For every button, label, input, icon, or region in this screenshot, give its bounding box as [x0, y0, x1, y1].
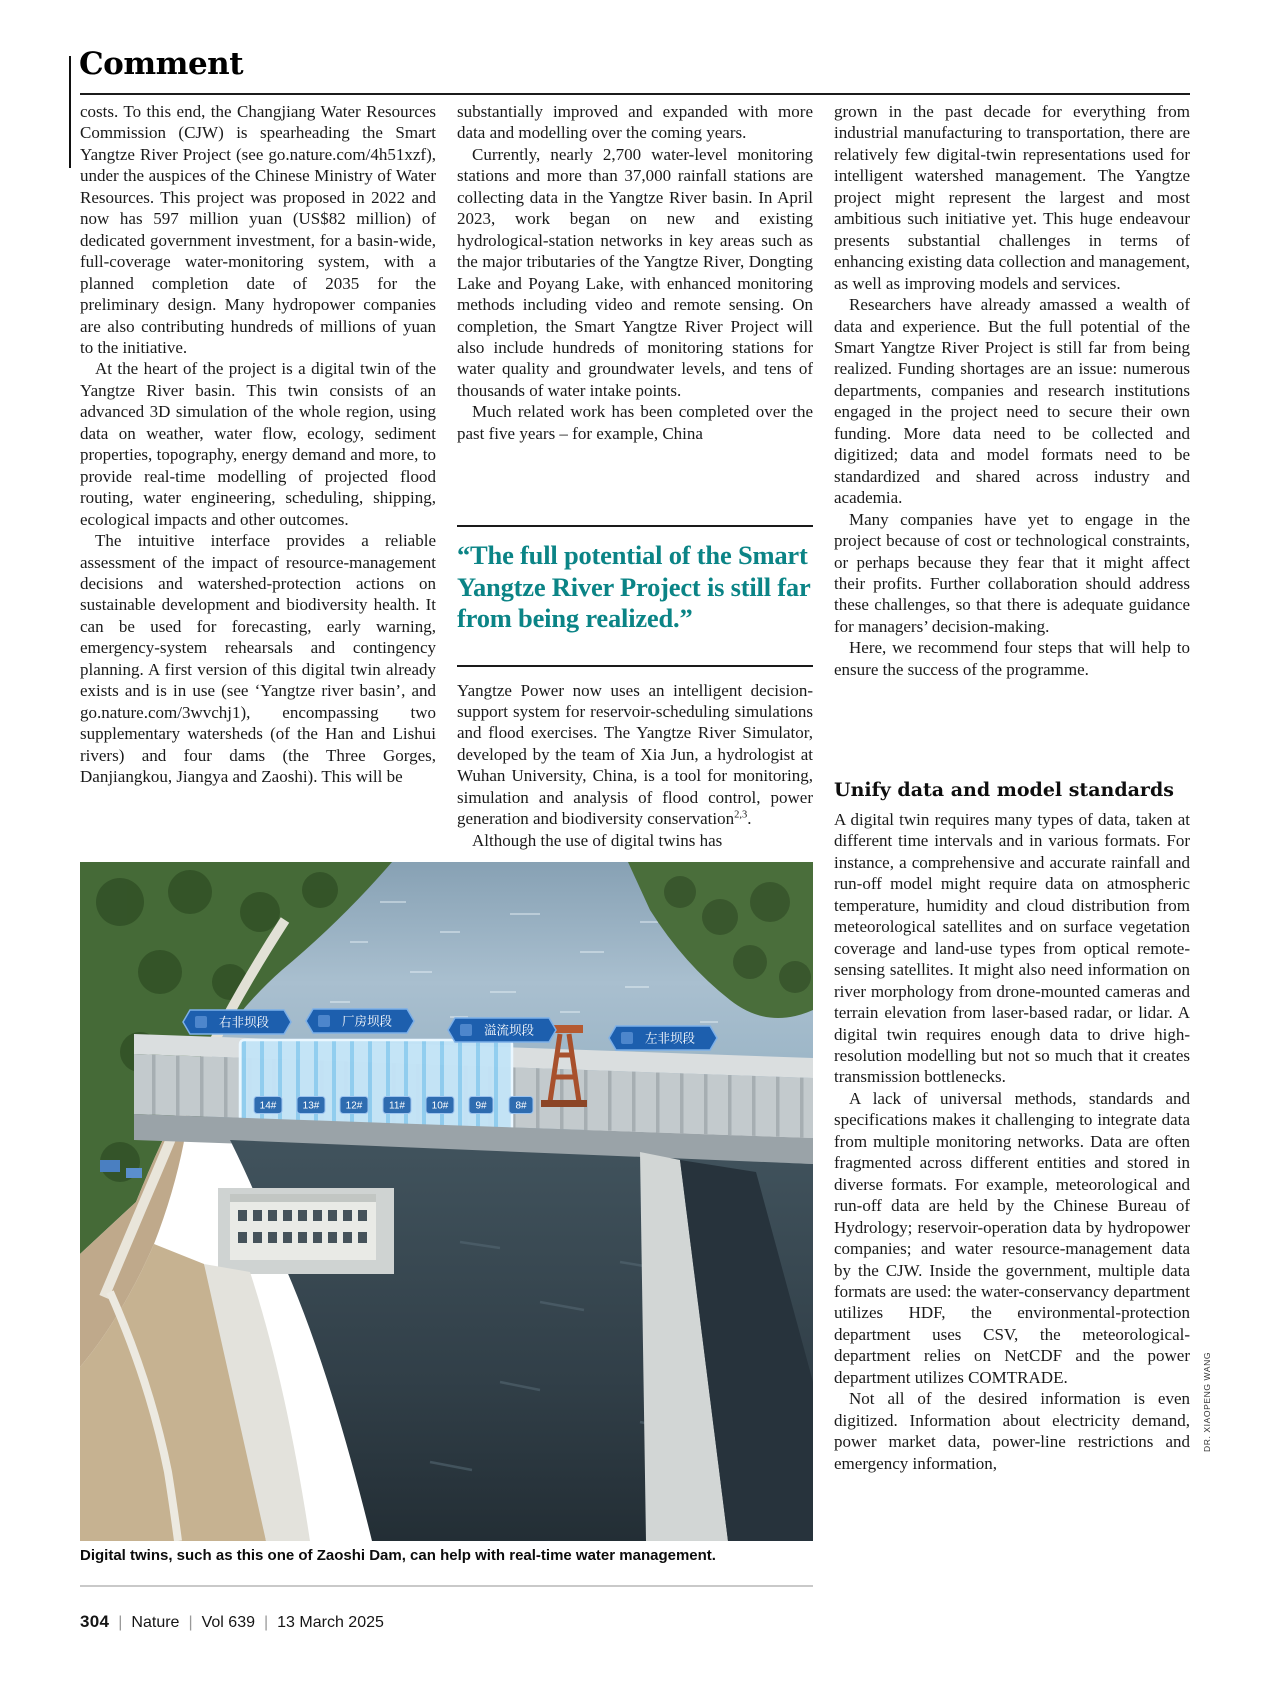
- reference-superscript: 2,3: [734, 809, 748, 821]
- footer-separator: |: [264, 1614, 269, 1631]
- page-number: 304: [80, 1612, 110, 1631]
- column-3-upper-text: [834, 101, 1190, 769]
- unit-number-badge: [340, 1097, 368, 1114]
- section-kicker: Comment: [79, 46, 244, 82]
- footer-separator: |: [118, 1614, 123, 1631]
- paragraph: Many companies have yet to engage in the project because of cost or technological constraints, or perhaps because they fear that it might affect their profits. Further collaboration should address these challenges, so that there is adequate guidance for managers’ decision-making.: [834, 509, 1190, 636]
- header-rule: [80, 93, 1190, 95]
- pull-quote-text: “The full potential of the Smart Yangtze River Project is still far from being realized.”: [457, 540, 811, 633]
- paragraph: Although the use of digital twins has: [472, 830, 723, 850]
- unit-number: 8#: [515, 1100, 527, 1112]
- dam-section-label: 厂房坝段: [341, 1014, 393, 1029]
- column-1: [80, 101, 436, 788]
- issue-date: 13 March 2025: [277, 1614, 384, 1631]
- paragraph: grown in the past decade for everything from industrial manufacturing to transportation, there are relatively few digital-twin representations used for intelligent watershed management. The Yangtze project might represent the largest and most ambitious such initiative yet. This huge endeavour presents substantial challenges in terms of enhancing existing data collection and management, as well as improving models and services.: [834, 102, 1190, 293]
- dam-section-label-badge: [183, 1010, 291, 1034]
- label-icon: [195, 1016, 207, 1028]
- unit-number: 12#: [345, 1100, 363, 1112]
- unit-number-badge: [254, 1097, 282, 1114]
- paragraph: [457, 680, 813, 830]
- pull-quote-block: [457, 525, 813, 667]
- paragraph: At the heart of the project is a digital twin of the Yangtze River basin. This twin consists of an advanced 3D simulation of the whole region, using data on weather, water flow, ecology, sediment properties, topography, energy demand and more, to provide real-time modelling of projected flood routing, water engineering, scheduling, shipping, ecological impacts and other outcomes.: [80, 359, 436, 529]
- paragraph-text: .: [747, 809, 752, 829]
- left-edge-bar: [69, 56, 71, 168]
- journal-name: Nature: [131, 1614, 180, 1631]
- photo-credit: DR. XIAOPENG WANG: [1202, 1351, 1212, 1452]
- unit-number-badge: [383, 1097, 411, 1114]
- label-icon: [621, 1032, 633, 1044]
- paragraph: Here, we recommend four steps that will help to ensure the success of the programme.: [834, 638, 1190, 679]
- dam-section-label-badge: [609, 1026, 717, 1050]
- label-icon: [318, 1015, 330, 1027]
- dam-section-label: 右非坝段: [218, 1015, 270, 1030]
- unit-number-badge: [426, 1097, 454, 1114]
- column-3: [834, 101, 1190, 1651]
- column-2: [457, 101, 813, 851]
- unit-number: 10#: [431, 1100, 449, 1112]
- dam-section-label-badge: [306, 1009, 414, 1033]
- unit-number-badge: [469, 1097, 493, 1114]
- paragraph: A digital twin requires many types of data, taken at different time intervals and in various formats. For instance, a comprehensive and accurate rainfall and run-off model might require data on atmospheric temperature, humidity and cloud distribution from meteorological satellites and on surface vegetation coverage and land-use types from optical remote-sensing satellites. It might also need information on river morphology from drone-mounted cameras and terrain elevation from laser-based radar, or lidar. A digital twin requires enough data to drive high-resolution modelling but not so much that it creates transmission bottlenecks.: [834, 810, 1190, 1087]
- paragraph: A lack of universal methods, standards and specifications makes it challenging to integrate data from multiple monitoring networks. Data are often fragmented across different entities and stored in diverse formats. For example, meteorological and run-off data are held by the Chinese Bureau of Hydrology; reservoir-operation data by hydropower companies; and water resource-management data by the CJW. Inside the government, multiple data formats are used: the water-conservancy department utilizes HDF, the environmental-protection department uses CSV, the meteorological-department relies on NetCDF and the power department utilizes COMTRADE.: [834, 1088, 1190, 1387]
- footer-rule: [80, 1585, 813, 1587]
- unit-number-badge: [297, 1097, 325, 1114]
- unit-number: 13#: [302, 1100, 320, 1112]
- footer-separator: |: [188, 1614, 193, 1631]
- paragraph: Currently, nearly 2,700 water-level monitoring stations and more than 37,000 rainfall stations are collecting data in the Yangtze River basin. In April 2023, work began on new and existing hydrological-station networks in key areas such as the major tributaries of the Yangtze River, Dongting Lake and Poyang Lake, with enhanced monitoring methods including video and remote sensing. On completion, the Smart Yangtze River Project will also include hundreds of monitoring stations for water quality and groundwater levels, and tens of thousands of water intake points.: [457, 144, 813, 400]
- paragraph: Much related work has been completed over the past five years – for example, China: [457, 402, 813, 443]
- unit-number: 14#: [259, 1100, 277, 1112]
- section-subheading: Unify data and model standards: [834, 779, 1174, 801]
- paragraph: Not all of the desired information is even digitized. Information about electricity demand, power market data, power-line restrictions and emergency information,: [834, 1389, 1190, 1473]
- unit-number-badge: [509, 1097, 533, 1114]
- spillway-glow-section: [240, 1040, 512, 1132]
- paragraph: The intuitive interface provides a reliable assessment of the impact of resource-management decisions and watershed-protection actions on sustainable development and biodiversity health. It can be used for forecasting, early warning, emergency-system rehearsals and contingency planning. A first version of this digital twin already exists and is in use (see ‘Yangtze river basin’, and go.nature.com/3wvchj1), encompassing two supplementary watersheds (of the Han and Lishui rivers) and four dams (the Three Gorges, Danjiangkou, Jiangya and Zaoshi). This will be: [80, 531, 436, 787]
- paragraph-text: Yangtze Power now uses an intelligent decision-support system for reservoir-scheduling simulations and flood exercises. The Yangtze River Simulator, developed by the team of Xia Jun, a hydrologist at Wuhan University, China, is a tool for monitoring, simulation and analysis of flood control, power generation and biodiversity conservation: [457, 680, 813, 829]
- figure-caption: Digital twins, such as this one of Zaoshi Dam, can help with real-time water management.: [80, 1547, 716, 1564]
- dam-section-label: 溢流坝段: [483, 1023, 535, 1038]
- label-icon: [460, 1024, 472, 1036]
- dam-section-label-badge: [448, 1018, 556, 1042]
- unit-number: 9#: [475, 1100, 487, 1112]
- volume: Vol 639: [201, 1614, 255, 1631]
- unit-number: 11#: [389, 1100, 405, 1112]
- column-2-upper-text: [457, 101, 813, 525]
- dam-section-label: 左非坝段: [644, 1031, 696, 1046]
- powerhouse-building: [218, 1188, 394, 1274]
- paragraph: substantially improved and expanded with more data and modelling over the coming years.: [457, 102, 813, 143]
- paragraph: Researchers have already amassed a wealth of data and experience. But the full potential of the Smart Yangtze River Project is still far from being realized. Funding shortages are an issue: numerous departments, companies and research institutions engaged in the project need to secure their own funding. More data need to be collected and digitized; data and model formats need to be standardized and shared across industry and academia.: [834, 295, 1190, 508]
- dam-render: [80, 862, 813, 1541]
- paragraph: costs. To this end, the Changjiang Water Resources Commission (CJW) is spearheading the Smart Yangtze River Project (see go.nature.com/4h51xzf), under the auspices of the Chinese Ministry of Water Resources. This project was proposed in 2022 and now has 597 million yuan (US$82 million) of dedicated government investment, for a basin-wide, full-coverage water-monitoring system, with a planned completion date of 2035 for the preliminary design. Many hydropower companies are also contributing hundreds of millions of yuan to the initiative.: [80, 102, 436, 357]
- page-footer: [80, 1612, 384, 1632]
- dam-figure: [80, 862, 813, 1541]
